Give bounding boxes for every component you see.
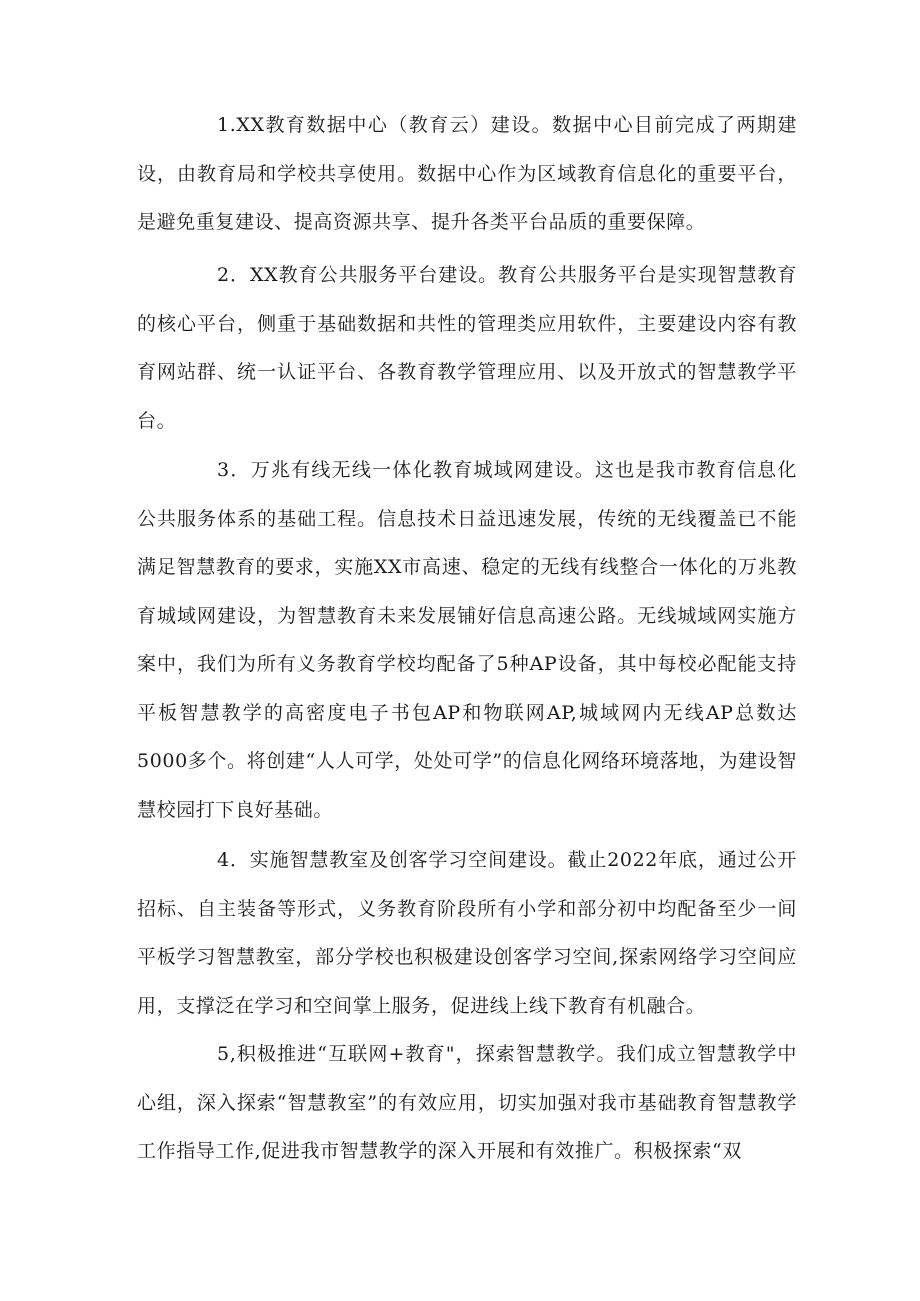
paragraph-2: 2．XX教育公共服务平台建设。教育公共服务平台是实现智慧教育的核心平台，侧重于基础数据和共性的管理类应用软件，主要建设内容有教育网站群、统一认证平台、各教育教学管理应用、以及开放式的智慧教学平台。 — [137, 264, 797, 432]
paragraph-1: 1.XX教育数据中心（教育云）建设。数据中心目前完成了两期建设，由教育局和学校共享使用。数据中心作为区域教育信息化的重要平台，是避免重复建设、提高资源共享、提升各类平台品质的重要保障。 — [137, 114, 797, 233]
paragraph-3: 3．万兆有线无线一体化教育城域网建设。这也是我市教育信息化公共服务体系的基础工程。信息技术日益迅速发展，传统的无线覆盖已不能满足智慧教育的要求，实施XX市高速、稳定的无线有线整合一体化的万兆教育城域网建设，为智慧教育未来发展铺好信息高速公路。无线城域网实施方案中，我们为所有义务教育学校均配备了5种AP设备，其中每校必配能支持平板智慧教学的高密度电子书包AP和物联网AP,城域网内无线AP总数达5000多个。将创建“人人可学，处处可学”的信息化网络环境落地，为建设智慧校园打下良好基础。 — [137, 459, 797, 821]
paragraph-5: 5,积极推进“互联网+教育"，探索智慧教学。我们成立智慧教学中心组，深入探索“智慧教室”的有效应用，切实加强对我市基础教育智慧教学工作指导工作,促进我市智慧教学的深入开展和有效推广。积极探索“双 — [137, 1043, 797, 1162]
paragraph-4: 4．实施智慧教室及创客学习空间建设。截止2022年底，通过公开招标、自主装备等形式，义务教育阶段所有小学和部分初中均配备至少一间平板学习智慧教室，部分学校也积极建设创客学习空间,探索网络学习空间应用，支撑泛在学习和空间掌上服务，促进线上线下教育有机融合。 — [137, 849, 797, 1017]
